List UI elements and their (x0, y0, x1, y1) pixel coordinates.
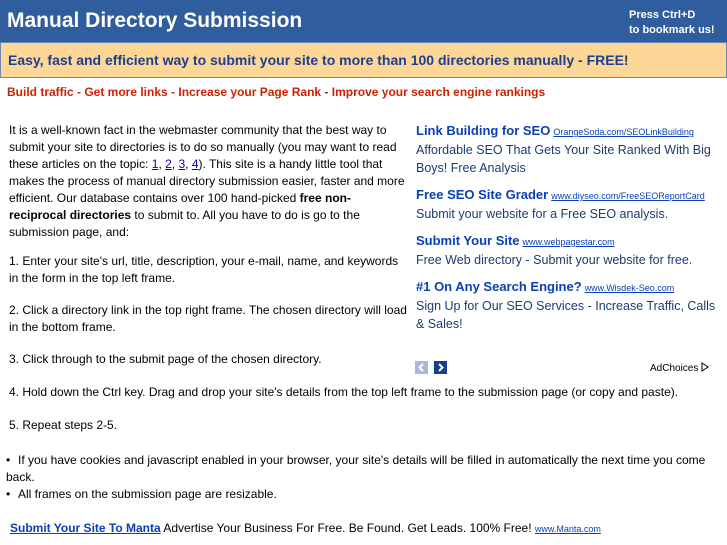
adchoices-icon (700, 362, 710, 372)
step-1: 1. Enter your site's url, title, description, your e-mail, name, and keywords in the form in the top left frame. (9, 254, 399, 285)
intro-paragraph: It is a well-known fact in the webmaster community that the best way to submit your site to directories is to do so manually (you may want to read these articles on the topic: 1, 2, 3, 4). This site is a handy little tool that makes the process of manual directory submission easier, faster and more efficient. Our database contains over 100 hand-picked free non-reciprocal directories to submit to. All you have to do is go to the submission page, and: (9, 123, 405, 239)
bookmark-hint (629, 8, 715, 38)
ad-url-link[interactable]: www.diyseo.com/FreeSEOReportCard (551, 191, 705, 201)
ad-url-link[interactable]: www.webpagestar.com (522, 237, 615, 247)
step-3: 3. Click through to the submit page of the chosen directory. (9, 352, 322, 366)
ad-url-link[interactable]: www.Wisdek-Seo.com (584, 283, 675, 293)
ad-description: Free Web directory - Submit your website for free. (416, 253, 693, 267)
note-text: If you have cookies and javascript enabled in your browser, your site's details will be filled in automatically the next time you come back. (6, 453, 706, 484)
intro-text-start: It is a well-known fact in the webmaster community that the best way to submit your site to directories is to do so manually (you may want to read these articles on the topic: (9, 123, 397, 171)
intro-bold-phrase: free non-reciprocal directories (9, 191, 351, 222)
ad-title-link[interactable]: Link Building for SEO (416, 123, 551, 138)
ad-pagination (415, 361, 449, 379)
adchoices-link[interactable] (650, 362, 710, 374)
bullet-icon: • (6, 487, 11, 501)
ad-unit (416, 122, 722, 177)
note-text: All frames on the submission page are resizable. (18, 487, 277, 501)
ad-unit (416, 278, 722, 333)
ad-unit (416, 186, 722, 223)
intro-text-middle: ). This site is a handy little tool that makes the process of manual directory submission easier, faster and more efficient. Our database contains over 100 hand-picked (9, 157, 405, 205)
site-header (0, 0, 727, 42)
step-5: 5. Repeat steps 2-5. (9, 418, 118, 432)
bottom-ad (10, 521, 601, 535)
tagline-bar (0, 42, 727, 78)
bullet-icon: • (6, 453, 11, 467)
bottom-ad-text: Advertise Your Business For Free. Be Found. Get Leads. 100% Free! (160, 521, 535, 535)
ad-prev-button[interactable] (415, 361, 428, 374)
site-title[interactable]: Manual Directory Submission (7, 9, 303, 32)
ad-title-link[interactable]: Free SEO Site Grader (416, 187, 549, 202)
tagline: Easy, fast and efficient way to submit your site to more than 100 directories manually - FREE! (8, 52, 629, 68)
subtagline: Build traffic - Get more links - Increase your Page Rank - Improve your search engine rankings (7, 85, 546, 99)
article-link-3[interactable]: 3 (178, 157, 186, 171)
ad-block (416, 122, 722, 342)
chevron-left-icon (415, 361, 428, 374)
list-item (6, 452, 718, 486)
bottom-ad-title-link[interactable]: Submit Your Site To Manta (10, 521, 161, 535)
ad-unit (416, 232, 722, 269)
ad-description: Affordable SEO That Gets Your Site Ranked With Big Boys! Free Analysis (416, 143, 711, 175)
ad-url-link[interactable]: OrangeSoda.com/SEOLinkBuilding (553, 127, 694, 137)
ad-next-button[interactable] (434, 361, 447, 374)
ad-description: Sign Up for Our SEO Services - Increase Traffic, Calls & Sales! (416, 299, 716, 331)
step-2: 2. Click a directory link in the top right frame. The chosen directory will load in the bottom frame. (9, 303, 407, 334)
article-link-1[interactable]: 1 (151, 157, 159, 171)
bookmark-hint-line2: to bookmark us! (629, 24, 715, 36)
article-link-4[interactable]: 4 (191, 157, 199, 171)
ad-title-link[interactable]: Submit Your Site (416, 233, 520, 248)
ad-description: Submit your website for a Free SEO analysis. (416, 207, 669, 221)
step-4: 4. Hold down the Ctrl key. Drag and drop your site's details from the top left frame to the submission page (or copy and paste). (9, 385, 679, 399)
list-item (6, 486, 718, 503)
bookmark-hint-line1: Press Ctrl+D (629, 9, 696, 21)
notes-list (6, 452, 718, 503)
bottom-ad-url-link[interactable]: www.Manta.com (534, 524, 601, 534)
ad-title-link[interactable]: #1 On Any Search Engine? (416, 279, 582, 294)
chevron-right-icon (434, 361, 447, 374)
article-link-2[interactable]: 2 (165, 157, 172, 171)
intro-text-end: to submit to. All you have to do is go to the submission page, and: (9, 208, 360, 239)
adchoices-label: AdChoices (650, 363, 699, 374)
